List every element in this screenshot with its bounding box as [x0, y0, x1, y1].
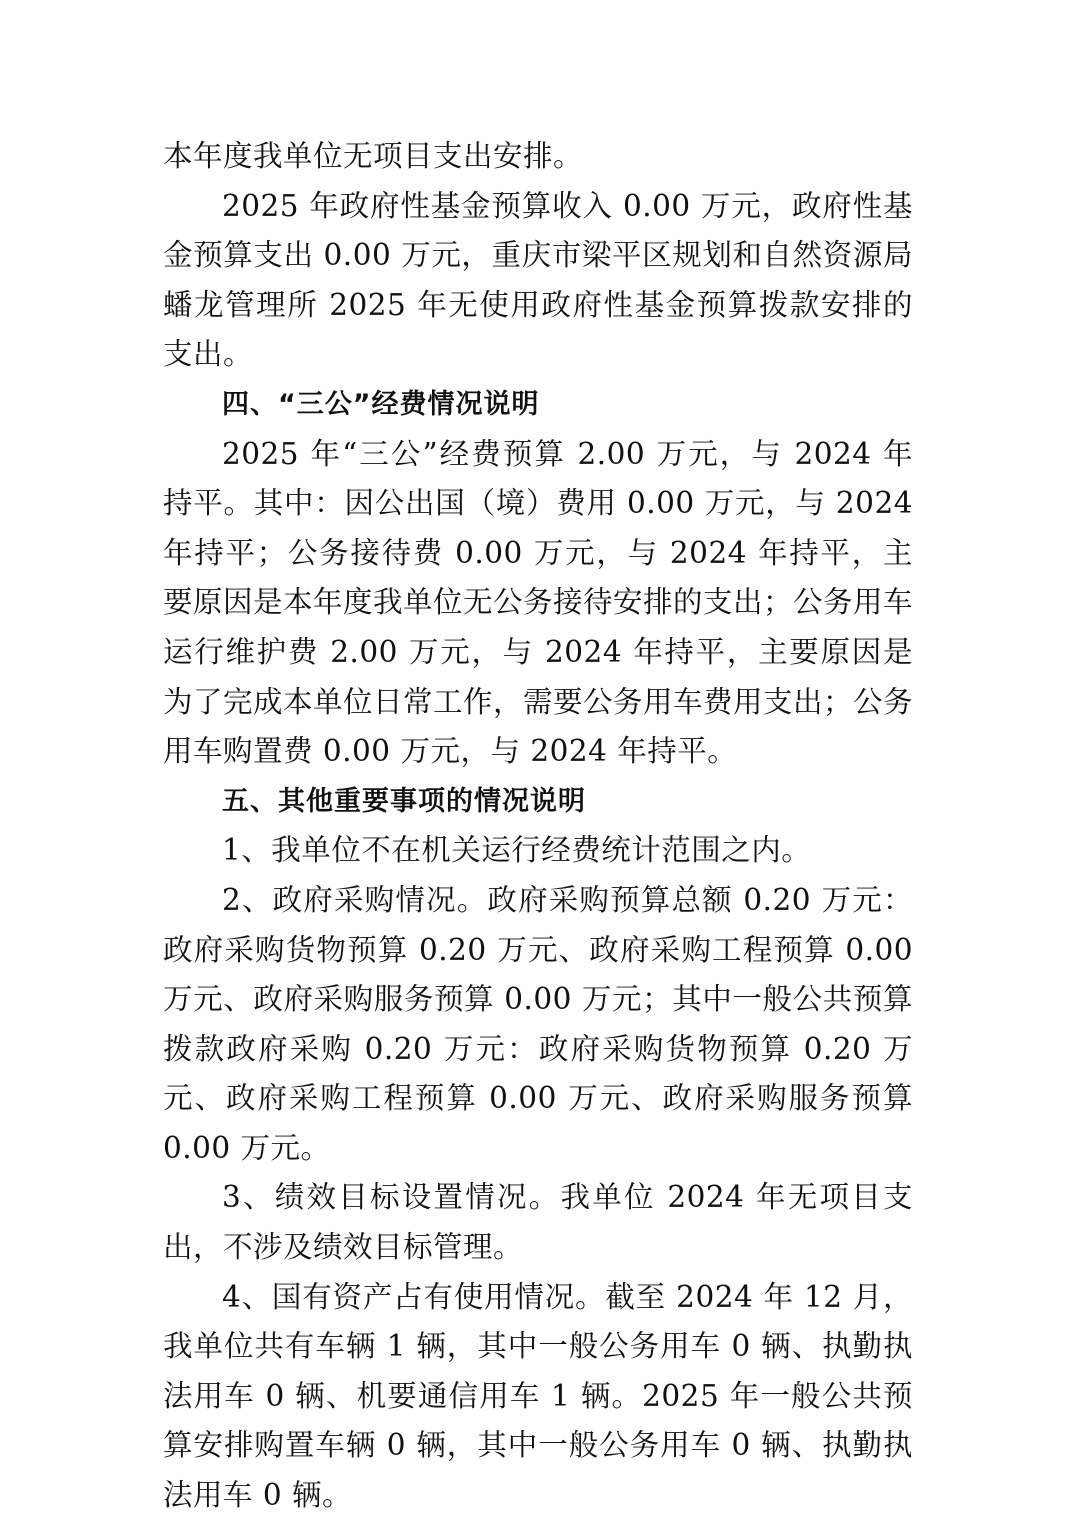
paragraph-item-1-operating-funds: 1、我单位不在机关运行经费统计范围之内。: [222, 833, 812, 868]
section-heading-three-public-expenses: 四、“三公”经费情况说明: [222, 388, 540, 420]
document-page: [163, 132, 913, 1521]
paragraph-item-2-procurement: 2、政府采购情况。政府采购预算总额 0.20 万元：政府采购货物预算 0.20 万元、政府采购工程预算 0.00 万元、政府采购服务预算 0.00 万元；其中一般公共预算拨款政府采购 0.20 万元：政府采购货物预算 0.20 万元、政府采购工程预算 0.00 万元、政府采购服务预算 0.00 万元。: [163, 882, 913, 1165]
paragraph-item-3-performance: 3、绩效目标设置情况。我单位 2024 年无项目支出，不涉及绩效目标管理。: [163, 1180, 913, 1265]
section-heading-other-matters: 五、其他重要事项的情况说明: [222, 785, 586, 817]
paragraph-three-public-expenses: 2025 年“三公”经费预算 2.00 万元，与 2024 年持平。其中：因公出国（境）费用 0.00 万元，与 2024 年持平；公务接待费 0.00 万元，与 2024 年持平，主要原因是本年度我单位无公务接待安排的支出；公务用车运行维护费 2.00 万元，与 2024 年持平，主要原因是为了完成本单位日常工作，需要公务用车费用支出；公务用车购置费 0.00 万元，与 2024 年持平。: [163, 436, 914, 769]
paragraph-item-4-assets: 4、国有资产占有使用情况。截至 2024 年 12 月，我单位共有车辆 1 辆，其中一般公务用车 0 辆、执勤执法用车 0 辆、机要通信用车 1 辆。2025 年一般公共预算安排购置车辆 0 辆，其中一般公务用车 0 辆、执勤执法用车 0 辆。: [163, 1279, 913, 1513]
paragraph-government-fund: 2025 年政府性基金预算收入 0.00 万元，政府性基金预算支出 0.00 万元，重庆市梁平区规划和自然资源局蟠龙管理所 2025 年无使用政府性基金预算拨款安排的支出。: [163, 188, 913, 372]
paragraph-project-expenditure: 本年度我单位无项目支出安排。: [163, 139, 584, 173]
